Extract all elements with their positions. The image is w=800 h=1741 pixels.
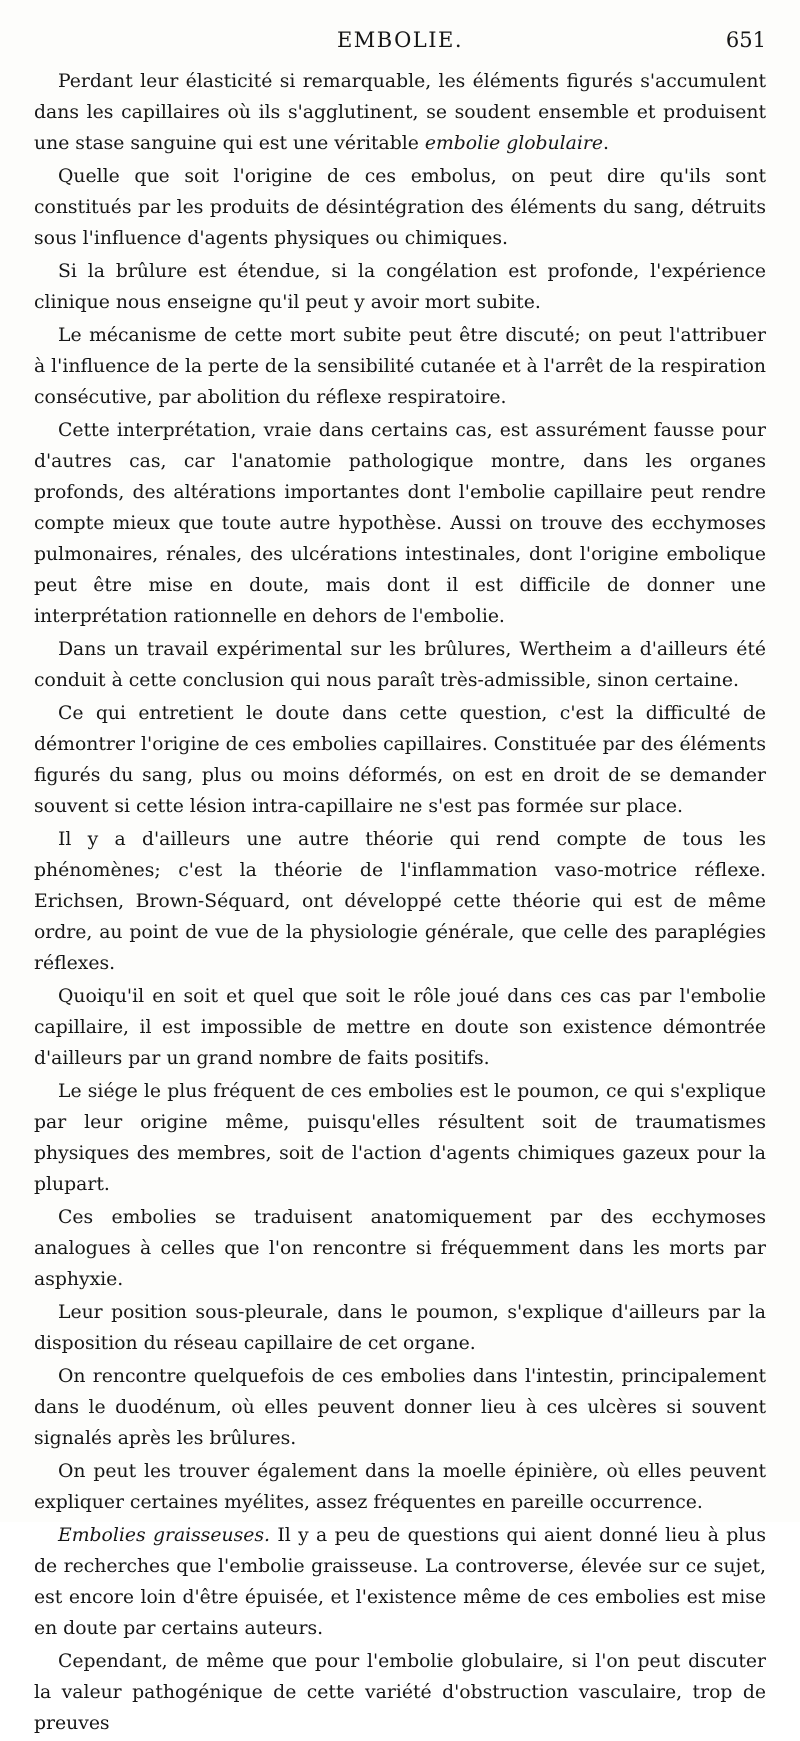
paragraph: Leur position sous-pleurale, dans le poumon, s'explique d'ailleurs par la disposition du réseau capillaire de cet organe. [34,1302,766,1354]
paragraph-text: . [602,133,609,154]
paragraph: Si la brûlure est étendue, si la congélation est profonde, l'expérience clinique nous enseigne qu'il peut y avoir mort subite. [34,261,766,313]
paragraph [34,1520,766,1644]
paragraph: On peut les trouver également dans la moelle épinière, où elles peuvent expliquer certaines myélites, assez fréquentes en pareille occurrence. [34,1461,766,1513]
paragraph: Dans un travail expérimental sur les brûlures, Wertheim a d'ailleurs été conduit à cette conclusion qui nous paraît très-admissible, sinon certaine. [34,639,766,691]
paragraph: Cependant, de même que pour l'embolie globulaire, si l'on peut discuter la valeur pathogénique de cette variété d'obstruction vasculaire, trop de preuves [34,1651,766,1734]
running-title: EMBOLIE. [336,28,464,52]
page-number: 651 [725,28,766,52]
paragraph: Cette interprétation, vraie dans certains cas, est assurément fausse pour d'autres cas, car l'anatomie pathologique montre, dans les organes profonds, des altérations importantes dont l'embolie capillaire peut rendre compte mieux que toute autre hypothèse. Aussi on trouve des ecchymoses pulmonaires, rénales, des ulcérations intestinales, dont l'origine embolique peut être mise en doute, mais dont il est difficile de donner une interprétation rationnelle en dehors de l'embolie. [34,420,766,627]
paragraph [34,66,766,159]
paragraph: On rencontre quelquefois de ces embolies dans l'intestin, principalement dans le duodénum, où elles peuvent donner lieu à ces ulcères si souvent signalés après les brûlures. [34,1366,766,1449]
italic-term: embolie globulaire [424,133,603,154]
paragraph: Ces embolies se traduisent anatomiquement par des ecchymoses analogues à celles que l'on rencontre si fréquemment dans les morts par asphyxie. [34,1207,766,1290]
body-text [34,66,766,1741]
section-heading-italic: Embolies graisseuses. [58,1525,271,1546]
page-header [0,28,800,64]
paragraph: Quelle que soit l'origine de ces embolus, on peut dire qu'ils sont constitués par les produits de désintégration des éléments du sang, détruits sous l'influence d'agents physiques ou chimiques. [34,166,766,249]
paragraph: Il y a d'ailleurs une autre théorie qui rend compte de tous les phénomènes; c'est la théorie de l'inflammation vaso-motrice réflexe. Erichsen, Brown-Séquard, ont développé cette théorie qui est de même ordre, au point de vue de la physiologie générale, que celle des paraplégies réflexes. [34,829,766,974]
paragraph: Le siége le plus fréquent de ces embolies est le poumon, ce qui s'explique par leur origine même, puisqu'elles résultent soit de traumatismes physiques des membres, soit de l'action d'agents chimiques gazeux pour la plupart. [34,1081,766,1195]
paragraph-text: Il y a peu de questions qui aient donné lieu à plus de recherches que l'embolie graisseuse. La controverse, élevée sur ce sujet, est encore loin d'être épuisée, et l'existence même de ces embolies est mise en doute par certains auteurs. [34,1525,767,1639]
paragraph: Ce qui entretient le doute dans cette question, c'est la difficulté de démontrer l'origine de ces embolies capillaires. Constituée par des éléments figurés du sang, plus ou moins déformés, on est en droit de se demander souvent si cette lésion intra-capillaire ne s'est pas formée sur place. [34,703,766,817]
paragraph-text: Perdant leur élasticité si remarquable, les éléments figurés s'accumulent dans les capillaires où ils s'agglutinent, se soudent ensemble et produisent une stase sanguine qui est une véritable [34,71,766,154]
paragraph: Quoiqu'il en soit et quel que soit le rôle joué dans ces cas par l'embolie capillaire, il est impossible de mettre en doute son existence démontrée d'ailleurs par un grand nombre de faits positifs. [34,986,766,1069]
paragraph: Le mécanisme de cette mort subite peut être discuté; on peut l'attribuer à l'influence de la perte de la sensibilité cutanée et à l'arrêt de la respiration consécutive, par abolition du réflexe respiratoire. [34,325,766,408]
